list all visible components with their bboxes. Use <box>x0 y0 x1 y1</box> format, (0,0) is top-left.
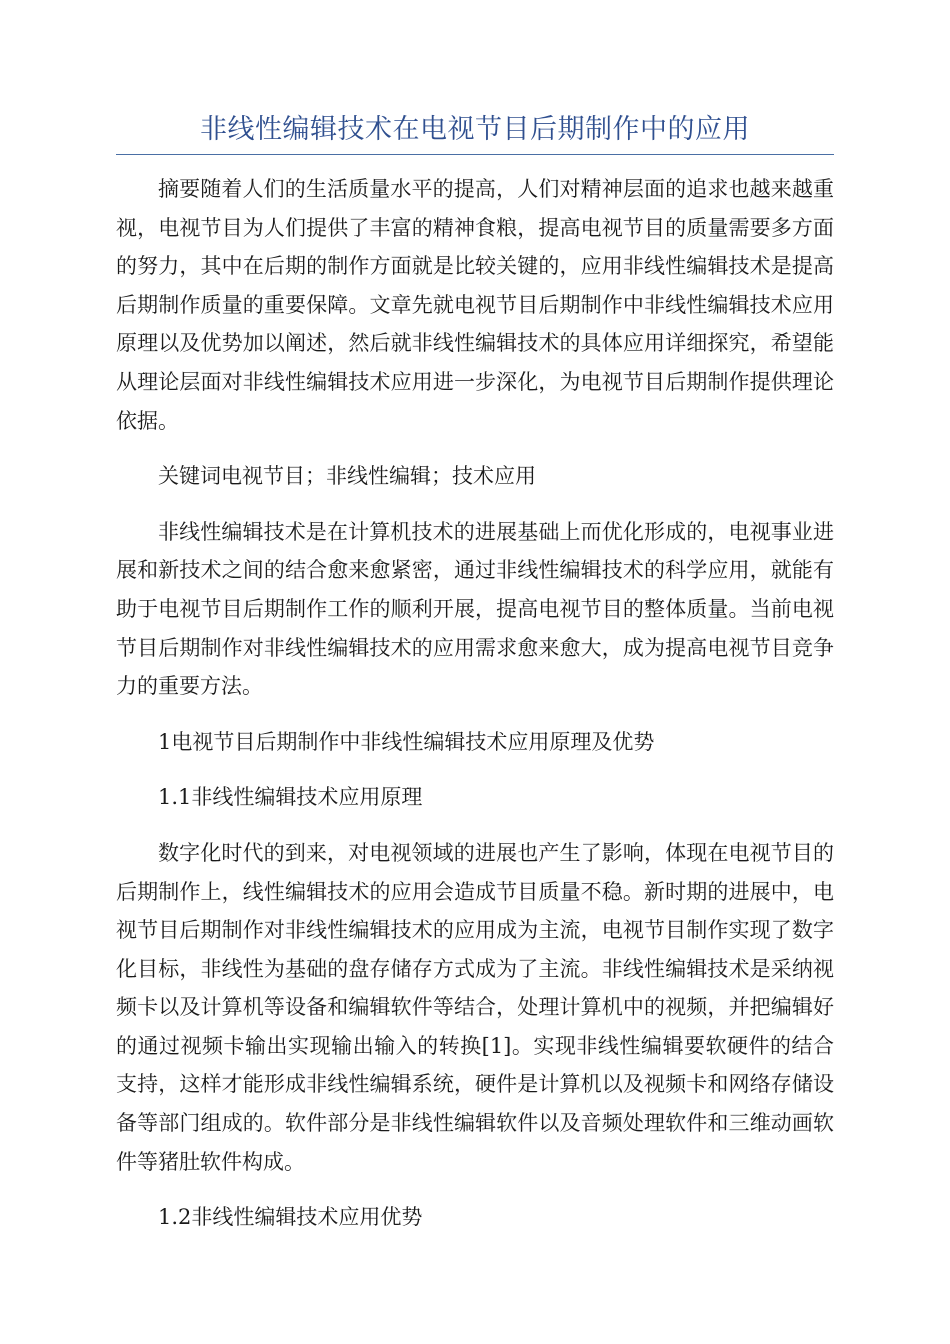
principle-paragraph: 数字化时代的到来，对电视领域的进展也产生了影响，体现在电视节目的后期制作上，线性编辑技术的应用会造成节目质量不稳。新时期的进展中，电视节目后期制作对非线性编辑技术的应用成为主流，电视节目制作实现了数字化目标，非线性为基础的盘存储存方式成为了主流。非线性编辑技术是采纳视频卡以及计算机等设备和编辑软件等结合，处理计算机中的视频，并把编辑好的通过视频卡输出实现输出输入的转换[1]。实现非线性编辑要软硬件的结合支持，这样才能形成非线性编辑系统，硬件是计算机以及视频卡和网络存储设备等部门组成的。软件部分是非线性编辑软件以及音频处理软件和三维动画软件等猪肚软件构成。 <box>116 840 834 1174</box>
section-heading-1-2: 1.2非线性编辑技术应用优势 <box>158 1205 423 1230</box>
keywords-paragraph: 关键词电视节目；非线性编辑；技术应用 <box>158 464 536 489</box>
section-heading-1-1: 1.1非线性编辑技术应用原理 <box>158 785 423 810</box>
title-underline <box>116 154 834 155</box>
abstract-paragraph: 摘要随着人们的生活质量水平的提高，人们对精神层面的追求也越来越重视，电视节目为人们提供了丰富的精神食粮，提高电视节目的质量需要多方面的努力，其中在后期的制作方面就是比较关键的，应用非线性编辑技术是提高后期制作质量的重要保障。文章先就电视节目后期制作中非线性编辑技术应用原理以及优势加以阐述，然后就非线性编辑技术的具体应用详细探究，希望能从理论层面对非线性编辑技术应用进一步深化，为电视节目后期制作提供理论依据。 <box>116 177 834 433</box>
document-body <box>116 170 834 1254</box>
section-heading-1: 1电视节目后期制作中非线性编辑技术应用原理及优势 <box>158 729 655 754</box>
intro-paragraph: 非线性编辑技术是在计算机技术的进展基础上而优化形成的，电视事业进展和新技术之间的结合愈来愈紧密，通过非线性编辑技术的科学应用，就能有助于电视节目后期制作工作的顺利开展，提高电视节目的整体质量。当前电视节目后期制作对非线性编辑技术的应用需求愈来愈大，成为提高电视节目竞争力的重要方法。 <box>116 519 834 699</box>
document-title: 非线性编辑技术在电视节目后期制作中的应用 <box>200 114 750 145</box>
